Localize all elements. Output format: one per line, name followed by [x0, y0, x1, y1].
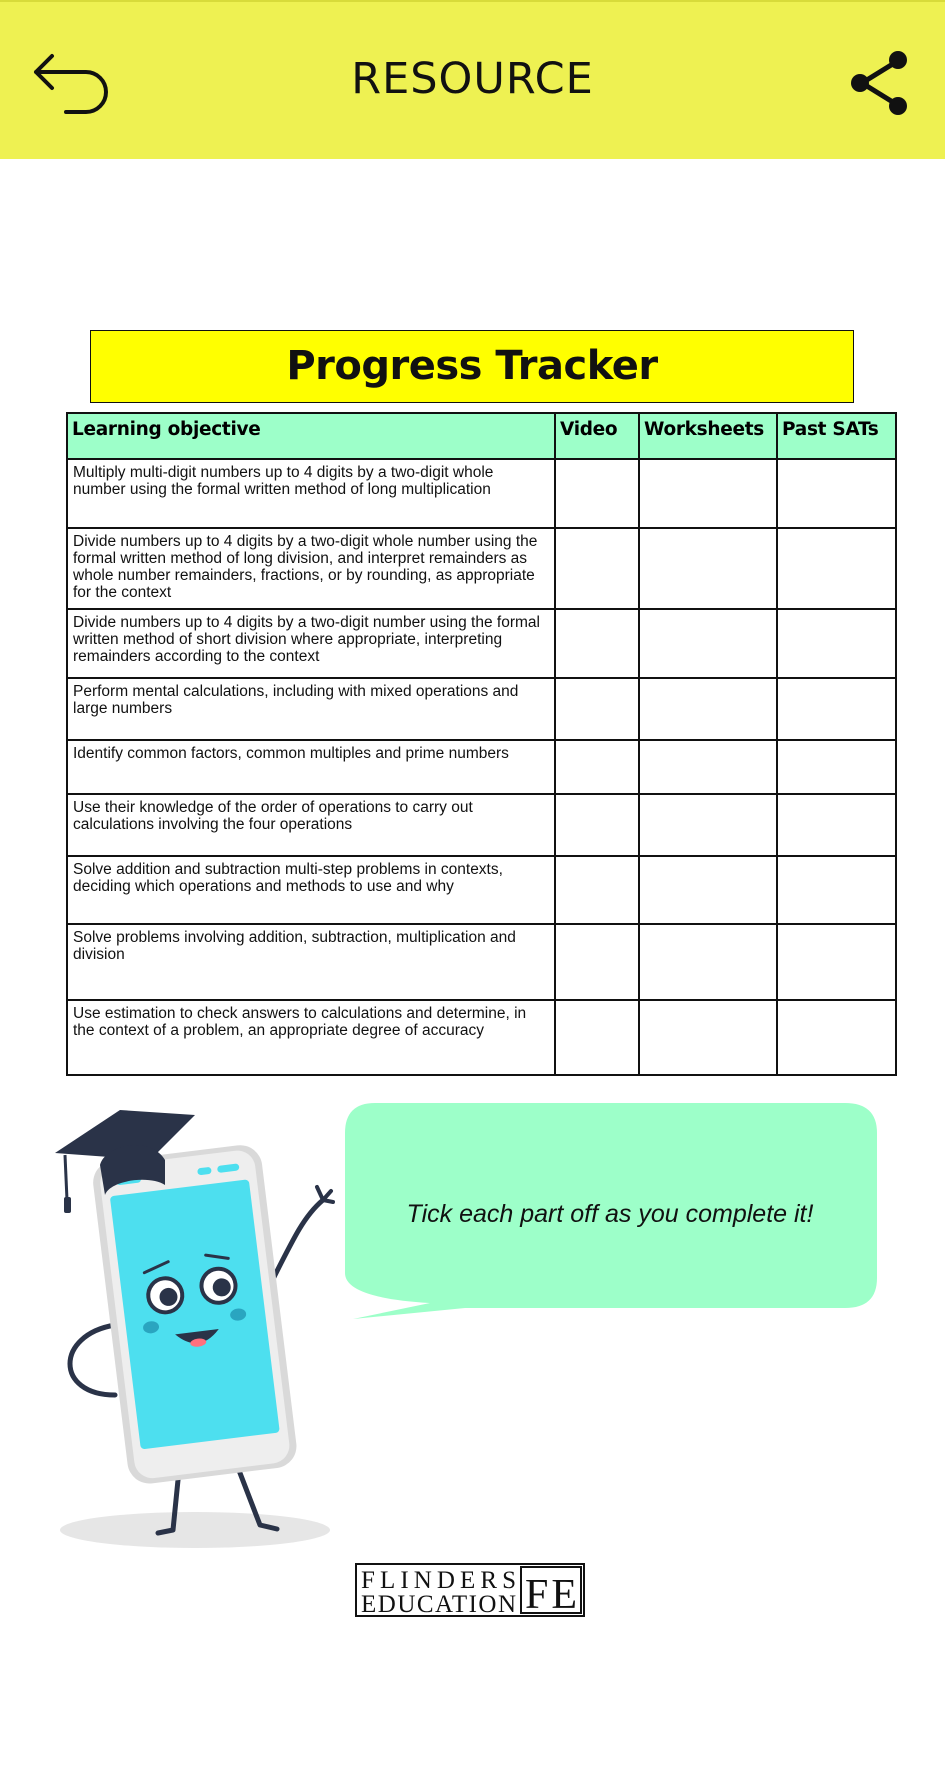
column-past-sats: Past SATs — [777, 413, 896, 459]
past-sats-checkbox[interactable] — [777, 794, 896, 856]
video-checkbox[interactable] — [555, 1000, 639, 1075]
worksheets-checkbox[interactable] — [639, 794, 777, 856]
table-row — [67, 856, 896, 924]
objective-text: Solve addition and subtraction multi-step problems in contexts, deciding which operations and methods to use and why — [67, 856, 555, 924]
objective-text: Multiply multi-digit numbers up to 4 digits by a two-digit whole number using the formal written method of long multiplication — [67, 459, 555, 528]
worksheets-checkbox[interactable] — [639, 740, 777, 794]
page-title: RESOURCE — [351, 54, 594, 104]
svg-text:FLINDERS: FLINDERS — [361, 1567, 516, 1594]
column-worksheets: Worksheets — [639, 413, 777, 459]
video-checkbox[interactable] — [555, 528, 639, 609]
progress-tracker-title: Progress Tracker — [90, 330, 854, 403]
past-sats-checkbox[interactable] — [777, 1000, 896, 1075]
video-checkbox[interactable] — [555, 740, 639, 794]
past-sats-checkbox[interactable] — [777, 856, 896, 924]
app-top-bar — [0, 0, 945, 159]
video-checkbox[interactable] — [555, 609, 639, 678]
video-checkbox[interactable] — [555, 459, 639, 528]
worksheets-checkbox[interactable] — [639, 1000, 777, 1075]
video-checkbox[interactable] — [555, 856, 639, 924]
table-row — [67, 924, 896, 1000]
worksheets-checkbox[interactable] — [639, 678, 777, 740]
table-row — [67, 528, 896, 609]
flinders-education-logo — [355, 1563, 585, 1617]
worksheets-checkbox[interactable] — [639, 609, 777, 678]
objective-text: Use their knowledge of the order of operations to carry out calculations involving the four operations — [67, 794, 555, 856]
table-row — [67, 609, 896, 678]
past-sats-checkbox[interactable] — [777, 609, 896, 678]
table-header-row — [67, 413, 896, 459]
objective-text: Divide numbers up to 4 digits by a two-digit number using the formal written method of short division where appropriate, interpreting remainders according to the context — [67, 609, 555, 678]
speech-bubble-text: Tick each part off as you complete it! — [406, 1200, 814, 1228]
table-row — [67, 459, 896, 528]
worksheets-checkbox[interactable] — [639, 924, 777, 1000]
column-video: Video — [555, 413, 639, 459]
progress-table — [66, 412, 897, 1076]
past-sats-checkbox[interactable] — [777, 528, 896, 609]
video-checkbox[interactable] — [555, 678, 639, 740]
worksheets-checkbox[interactable] — [639, 856, 777, 924]
past-sats-checkbox[interactable] — [777, 678, 896, 740]
table-row — [67, 1000, 896, 1075]
table-row — [67, 740, 896, 794]
past-sats-checkbox[interactable] — [777, 740, 896, 794]
objective-text: Solve problems involving addition, subtraction, multiplication and division — [67, 924, 555, 1000]
objective-text: Divide numbers up to 4 digits by a two-digit whole number using the formal written method of long division, and interpret remainders as whole number remainders, fractions, or by rounding, as appropriate for the context — [67, 528, 555, 609]
table-row — [67, 678, 896, 740]
past-sats-checkbox[interactable] — [777, 924, 896, 1000]
video-checkbox[interactable] — [555, 794, 639, 856]
table-row — [67, 794, 896, 856]
objective-text: Identify common factors, common multiples and prime numbers — [67, 740, 555, 794]
objective-text: Use estimation to check answers to calculations and determine, in the context of a problem, an appropriate degree of accuracy — [67, 1000, 555, 1075]
worksheets-checkbox[interactable] — [639, 528, 777, 609]
worksheets-checkbox[interactable] — [639, 459, 777, 528]
share-icon — [848, 50, 914, 116]
column-learning-objective: Learning objective — [67, 413, 555, 459]
video-checkbox[interactable] — [555, 924, 639, 1000]
share-button[interactable] — [848, 50, 914, 116]
past-sats-checkbox[interactable] — [777, 459, 896, 528]
svg-text:FE: FE — [525, 1572, 577, 1617]
svg-text:EDUCATION: EDUCATION — [361, 1591, 516, 1617]
phone-mascot-illustration — [55, 1105, 345, 1555]
objective-text: Perform mental calculations, including with mixed operations and large numbers — [67, 678, 555, 740]
